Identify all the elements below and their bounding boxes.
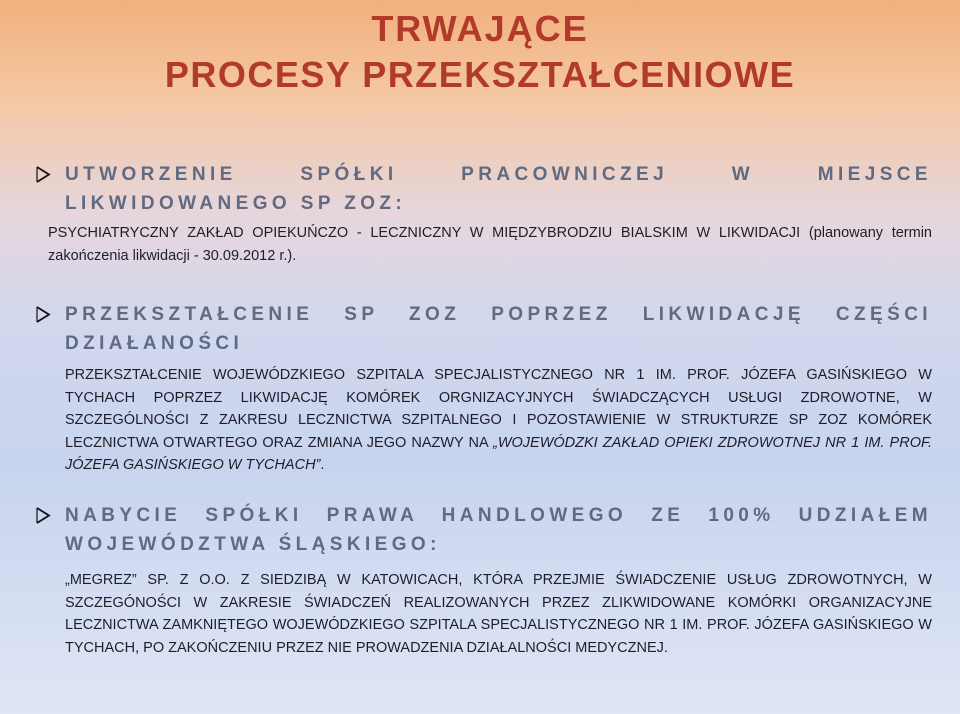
title-line-1: TRWAJĄCE	[371, 8, 589, 49]
section-transformation	[34, 300, 932, 477]
section-heading: UTWORZENIE SPÓŁKI PRACOWNICZEJ W MIEJSCE LIKWIDOWANEGO SP ZOZ:	[34, 160, 932, 218]
arrow-bullet-icon	[34, 160, 52, 189]
arrow-bullet-icon	[34, 501, 52, 530]
section-body: „MEGREZ” SP. Z O.O. Z SIEDZIBĄ W KATOWICACH, KTÓRA PRZEJMIE ŚWIADCZENIE USŁUG ZDROWOTNYCH, W SZCZEGÓNOŚCI W ZAKRESIE ŚWIADCZEŃ REALIZOWANYCH PRZEZ ZLIKWIDOWANE KOMÓRKI ORGANIZACYJNE LECZNICTWA ZAMKNIĘTEGO WOJEWÓDZKIEGO SZPITALA SPECJALISTYCZNEGO NR 1 IM. PROF. JÓZEFA GASIŃSKIEGO W TYCHACH, PO ZAKOŃCZENIU PRZEZ NIE PROWADZENIA DZIAŁALNOŚCI MEDYCZNEJ.	[65, 572, 932, 656]
section-heading: PRZEKSZTAŁCENIE SP ZOZ POPRZEZ LIKWIDACJĘ CZĘŚCI DZIAŁANOŚCI	[34, 300, 932, 358]
section-heading: NABYCIE SPÓŁKI PRAWA HANDLOWEGO ZE 100% UDZIAŁEM WOJEWÓDZTWA ŚLĄSKIEGO:	[34, 501, 932, 559]
section-employee-company	[34, 160, 932, 267]
title-line-2: PROCESY PRZEKSZTAŁCENIOWE	[164, 54, 796, 95]
section-body: PRZEKSZTAŁCENIE WOJEWÓDZKIEGO SZPITALA SPECJALISTYCZNEGO NR 1 IM. PROF. JÓZEFA GASIŃSKIEGO W TYCHACH POPRZEZ LIKWIDACJĘ KOMÓREK ORGNIZACYJNYCH ŚWIADCZĄCYCH USŁUGI ZDROWOTNE, W SZCZEGÓLNOŚCI Z ZAKRESU LECZNICTWA SZPITALNEGO I POZOSTAWIENIE W STRUKTURZE SP ZOZ KOMÓREK LECZNICTWA OTWARTEGO ORAZ ZMIANA JEGO NAZWY NA „WOJEWÓDZKI ZAKŁAD OPIEKI ZDROWOTNEJ NR 1 IM. PROF. JÓZEFA GASIŃSKIEGO W TYCHACH”.	[65, 367, 932, 473]
new-name-italic: „WOJEWÓDZKI ZAKŁAD OPIEKI ZDROWOTNEJ NR 1 IM. PROF. JÓZEFA GASIŃSKIEGO W TYCHACH”	[65, 434, 932, 473]
section-acquisition	[34, 501, 932, 659]
arrow-bullet-icon	[34, 300, 52, 329]
slide-title	[0, 6, 960, 98]
section-body: PSYCHIATRYCZNY ZAKŁAD OPIEKUŃCZO - LECZNICZNY W MIĘDZYBRODZIU BIALSKIM W LIKWIDACJI (planowany termin zakończenia likwidacji - 30.09.2012 r.).	[48, 225, 932, 264]
